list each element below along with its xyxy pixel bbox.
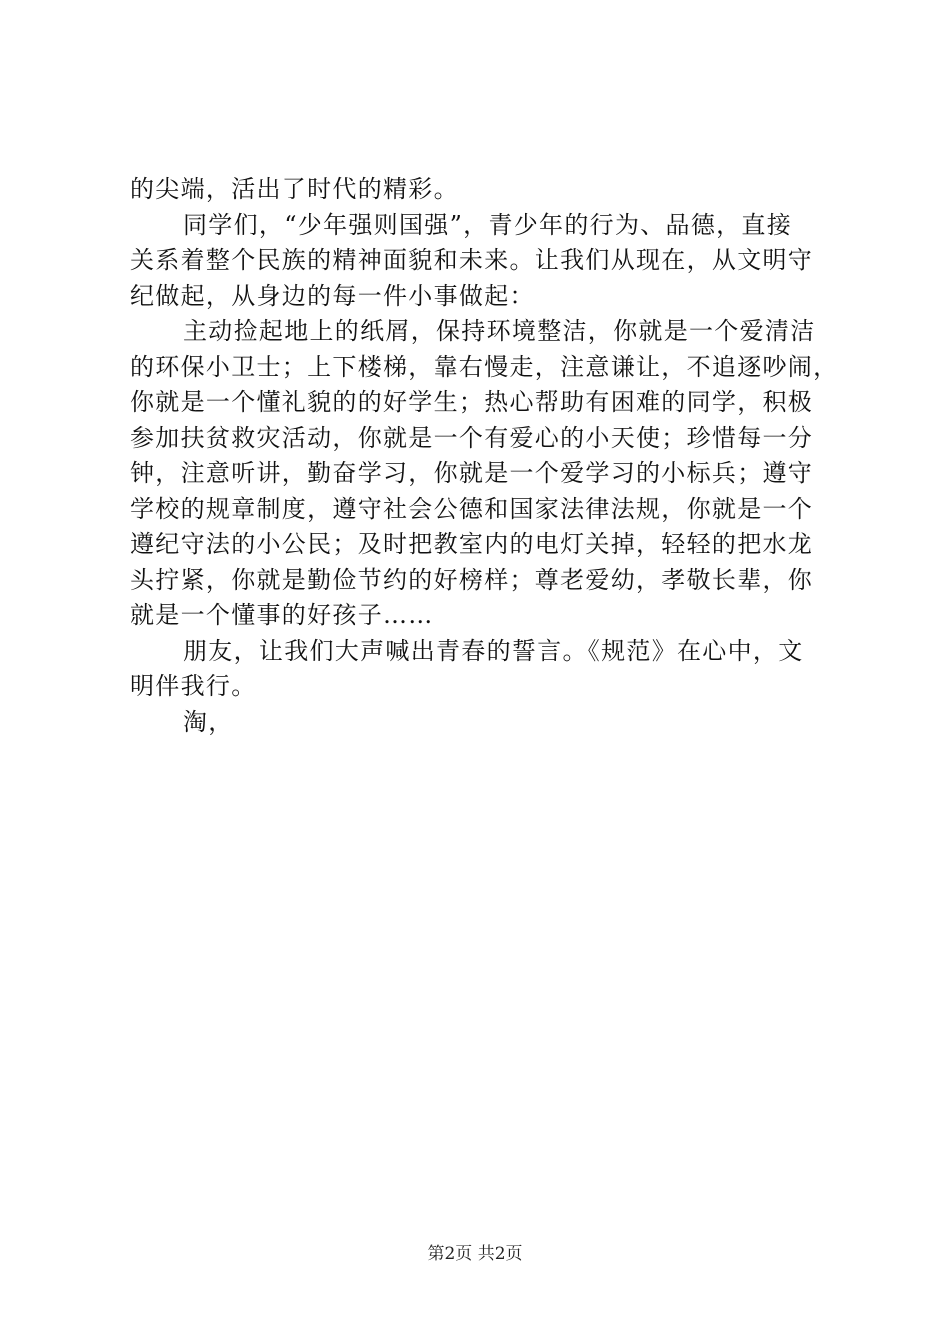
document-body — [130, 172, 839, 740]
text-line: 头拧紧，你就是勤俭节约的好榜样；尊老爱幼，孝敬长辈，你 — [130, 565, 814, 594]
text-line: 就是一个懂事的好孩子…… — [130, 601, 434, 629]
text-line: 你就是一个懂礼貌的的好学生；热心帮助有困难的同学，积极 — [130, 388, 814, 416]
text-line: 纪做起，从身边的每一件小事做起： — [130, 281, 535, 310]
text-line: 同学们，“少年强则国强”，青少年的行为、品德，直接 — [183, 210, 793, 239]
text-line: 的尖端，活出了时代的精彩。 — [130, 175, 459, 203]
text-line: 淘， — [183, 707, 234, 736]
text-line: 主动捡起地上的纸屑，保持环境整洁，你就是一个爱清洁 — [183, 317, 816, 345]
text-line: 钟，注意听讲，勤奋学习，你就是一个爱学习的小标兵；遵守 — [130, 459, 814, 487]
text-line: 遵纪守法的小公民；及时把教室内的电灯关掉，轻轻的把水龙 — [130, 530, 814, 558]
text-line: 关系着整个民族的精神面貌和未来。让我们从现在，从文明守 — [130, 246, 814, 274]
text-line: 朋友，让我们大声喊出青春的誓言。《规范》在心中，文 — [183, 636, 804, 665]
page-footer: 第2页 共2页 — [427, 1244, 523, 1264]
text-line: 学校的规章制度，遵守社会公德和国家法律法规，你就是一个 — [130, 494, 814, 523]
text-line: 参加扶贫救灾活动，你就是一个有爱心的小天使；珍惜每一分 — [130, 423, 814, 452]
text-line: 明伴我行。 — [130, 672, 257, 700]
text-line: 的环保小卫士；上下楼梯，靠右慢走，注意谦让，不追逐吵闹， — [130, 352, 839, 381]
